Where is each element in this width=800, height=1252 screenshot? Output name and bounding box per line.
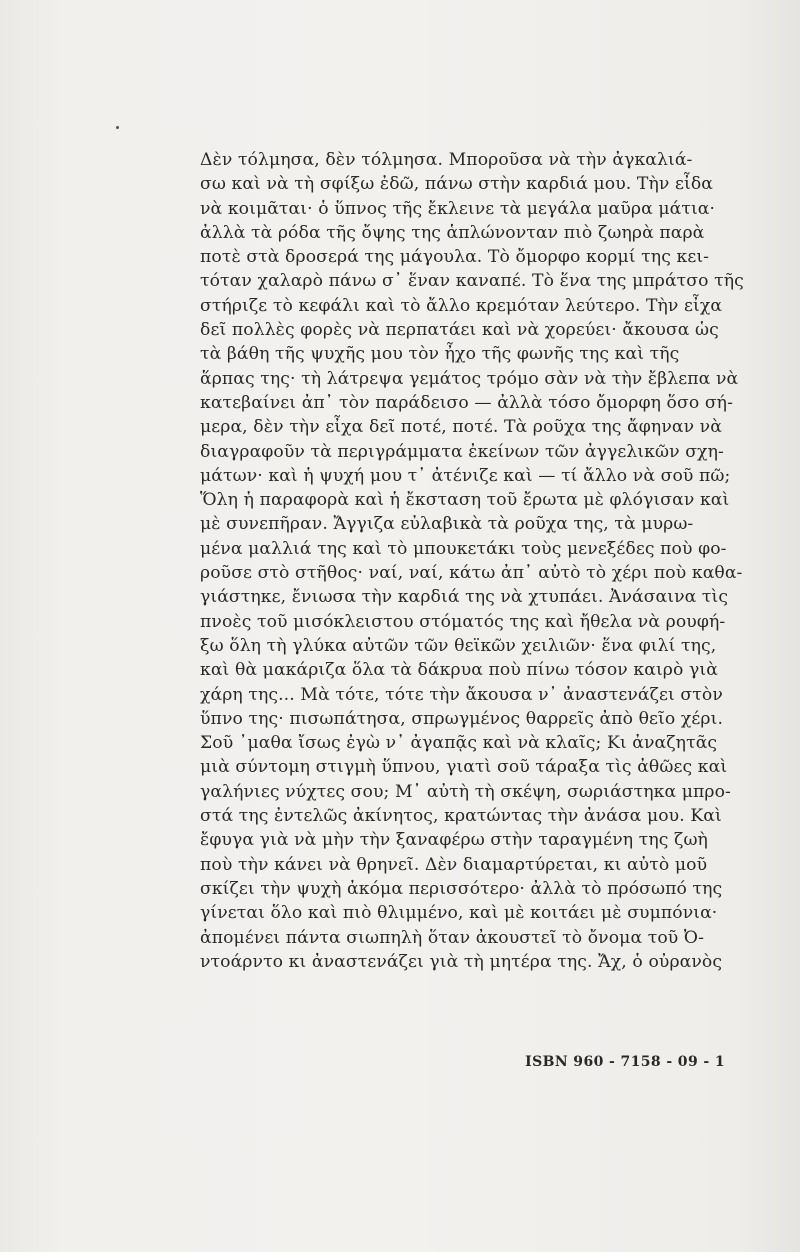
text-line: ἅρπας της· τὴ λάτρεψα γεμάτος τρόμο σὰν νὰ τὴν ἔβλεπα νὰ [200, 368, 739, 389]
text-line: γαλήνιες νύχτες σου; Μ᾽ αὐτὴ τὴ σκέψη, σωριάστηκα μπρο- [200, 781, 731, 802]
text-line: ἀπομένει πάντα σιωπηλὴ ὅταν ἀκουστεῖ τὸ ὄνομα τοῦ Ὀ- [200, 927, 704, 948]
text-line: καὶ θὰ μακάριζα ὅλα τὰ δάκρυα ποὺ πίνω τόσον καιρὸ γιὰ [200, 660, 718, 681]
text-line: νὰ κοιμᾶται· ὁ ὕπνος τῆς ἔκλεινε τὰ μεγάλα μαῦρα μάτια· [200, 198, 716, 219]
text-line: μάτων· καὶ ἡ ψυχή μου τ᾽ ἀτένιζε καὶ — τί ἄλλο νὰ σοῦ πῶ; [200, 465, 731, 486]
text-line: Σοῦ ᾽μαθα ἴσως ἐγὼ ν᾽ ἀγαπᾷς καὶ νὰ κλαῖς; Κι ἀναζητᾶς [200, 733, 718, 754]
text-line: ἔφυγα γιὰ νὰ μὴν τὴν ξαναφέρω στὴν ταραγμένη της ζωὴ [200, 830, 708, 851]
text-line: γίνεται ὅλο καὶ πιὸ θλιμμένο, καὶ μὲ κοιτάει μὲ συμπόνια· [200, 903, 718, 924]
paper-speck [116, 126, 119, 129]
text-line: Ὅλη ἡ παραφορὰ καὶ ἡ ἔκσταση τοῦ ἔρωτα μὲ φλόγισαν καὶ [200, 490, 730, 511]
text-line: στά της ἐντελῶς ἀκίνητος, κρατώντας τὴν ἀνάσα μου. Καὶ [200, 806, 722, 827]
text-line: γιάστηκε, ἔνιωσα τὴν καρδιά της νὰ χτυπάει. Ἀνάσαινα τὶς [200, 587, 729, 608]
text-line: μὲ συνεπῆραν. Ἄγγιζα εὐλαβικὰ τὰ ροῦχα της, τὰ μυρω- [200, 514, 694, 535]
text-line: ροῦσε στὸ στῆθος· ναί, ναί, κάτω ἀπ᾽ αὐτὸ τὸ χέρι ποὺ καθα- [200, 563, 743, 584]
text-line: Δὲν τόλμησα, δὲν τόλμησα. Μποροῦσα νὰ τὴν ἀγκαλιά- [200, 150, 693, 170]
text-line: ξω ὅλη τὴ γλύκα αὐτῶν τῶν θεϊκῶν χειλιῶν· ἕνα φιλί της, [200, 635, 717, 656]
text-line: χάρη της... Μὰ τότε, τότε τὴν ἄκουσα ν᾽ ἀναστενάζει στὸν [200, 684, 723, 705]
text-line: δεῖ πολλὲς φορὲς νὰ περπατάει καὶ νὰ χορεύει· ἄκουσα ὡς [200, 320, 719, 341]
text-line: μιὰ σύντομη στιγμὴ ὕπνου, γιατὶ σοῦ τάραξα τὶς ἀθῶες καὶ [200, 757, 728, 778]
text-line: ὕπνο της· πισωπάτησα, σπρωγμένος θαρρεῖς ἀπὸ θεῖο χέρι. [200, 708, 724, 729]
text-line: στήριζε τὸ κεφάλι καὶ τὸ ἄλλο κρεμόταν λεύτερο. Τὴν εἶχα [200, 295, 723, 316]
isbn-number: ISBN 960 - 7158 - 09 - 1 [525, 1054, 725, 1070]
text-line: σω καὶ νὰ τὴ σφίξω ἐδῶ, πάνω στὴν καρδιά μου. Τὴν εἶδα [200, 174, 713, 195]
text-line: πνοὲς τοῦ μισόκλειστου στόματός της καὶ ἤθελα νὰ ρουφή- [200, 611, 726, 632]
text-line: σκίζει τὴν ψυχὴ ἀκόμα περισσότερο· ἀλλὰ τὸ πρόσωπό της [200, 878, 723, 899]
text-line: ντοάρντο κι ἀναστενάζει γιὰ τὴ μητέρα της. Ἄχ, ὁ οὐρανὸς [200, 951, 723, 972]
text-line: ἀλλὰ τὰ ρόδα τῆς ὄψης της ἁπλώνονταν πιὸ ζωηρὰ παρὰ [200, 222, 705, 243]
text-line: μένα μαλλιά της καὶ τὸ μπουκετάκι τοὺς μενεξέδες ποὺ φο- [200, 538, 727, 559]
text-line: ποὺ τὴν κάνει νὰ θρηνεῖ. Δὲν διαμαρτύρεται, κι αὐτὸ μοῦ [200, 854, 708, 875]
text-line: ποτὲ στὰ δροσερά της μάγουλα. Τὸ ὄμορφο κορμί της κει- [200, 247, 710, 268]
excerpt-text-block [200, 148, 744, 974]
text-line: τὰ βάθη τῆς ψυχῆς μου τὸν ἦχο τῆς φωνῆς της καὶ τῆς [200, 344, 680, 365]
text-line: κατεβαίνει ἀπ᾽ τὸν παράδεισο — ἀλλὰ τόσο ὄμορφη ὅσο σή- [200, 392, 733, 413]
text-line: τόταν χαλαρὸ πάνω σ᾽ ἕναν καναπέ. Τὸ ἕνα της μπράτσο τῆς [200, 271, 744, 292]
text-line: διαγραφοῦν τὰ περιγράμματα ἐκείνων τῶν ἀγγελικῶν σχη- [200, 441, 724, 462]
text-line: μερα, δὲν τὴν εἶχα δεῖ ποτέ, ποτέ. Τὰ ροῦχα της ἄφηναν νὰ [200, 417, 722, 438]
